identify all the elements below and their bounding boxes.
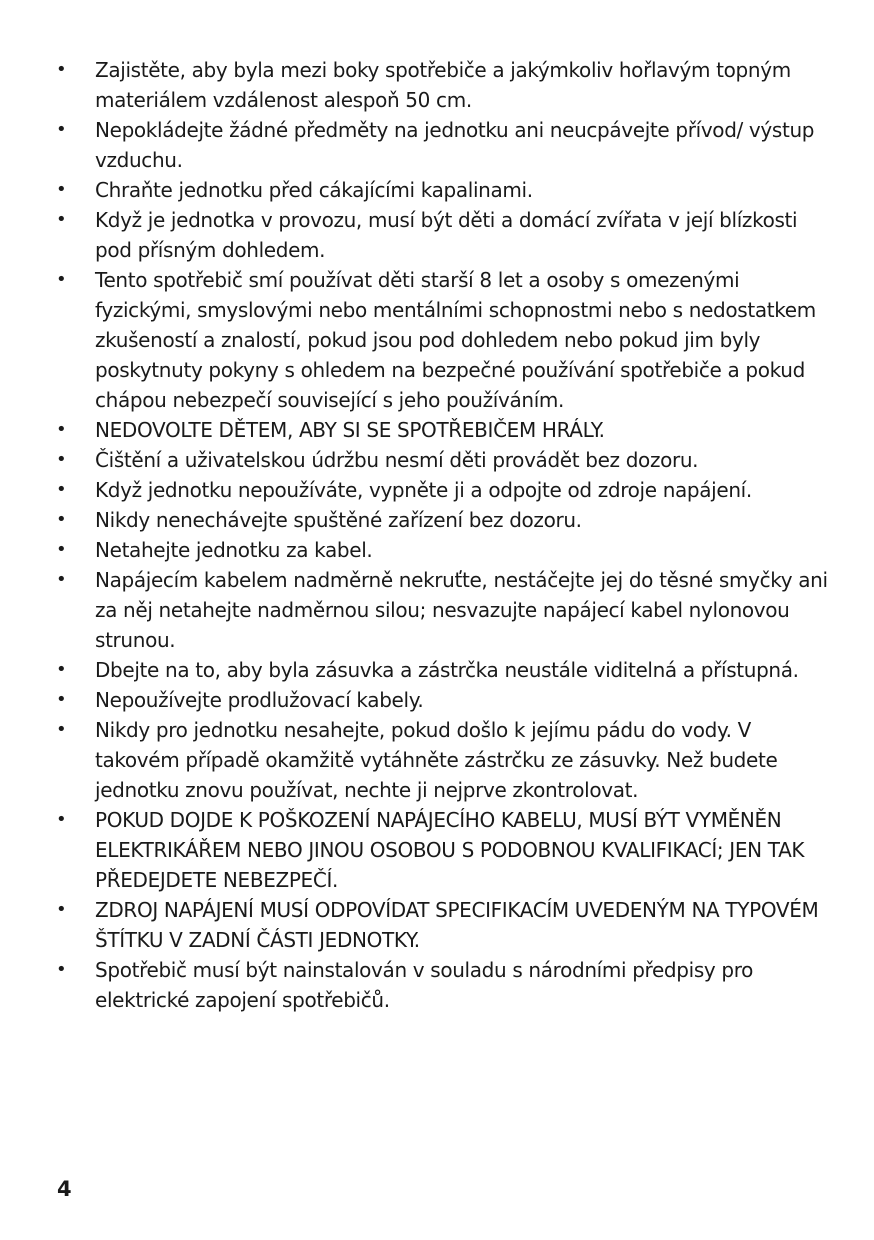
list-item-text: Zajistěte, aby byla mezi boky spotřebiče a jakýmkoliv hořlavým topným materiálem vzdálenost alespoň 50 cm. bbox=[95, 58, 791, 112]
list-item bbox=[56, 655, 836, 685]
list-item-text: Nikdy nenechávejte spuštěné zařízení bez dozoru. bbox=[95, 508, 582, 532]
list-item bbox=[56, 445, 836, 475]
bullet-icon: • bbox=[56, 59, 67, 80]
bullet-icon: • bbox=[56, 689, 67, 710]
list-item-text: Napájecím kabelem nadměrně nekruťte, nestáčejte jej do těsné smyčky ani za něj netahejte nadměrnou silou; nesvazujte napájecí kabel nylonovou strunou. bbox=[95, 568, 828, 652]
list-item-text: Když je jednotka v provozu, musí být děti a domácí zvířata v její blízkosti pod přísným dohledem. bbox=[95, 208, 798, 262]
list-item bbox=[56, 895, 836, 955]
list-item-text: Nepoužívejte prodlužovací kabely. bbox=[95, 688, 424, 712]
list-item-text: Nikdy pro jednotku nesahejte, pokud došlo k jejímu pádu do vody. V takovém případě okamžitě vytáhněte zástrčku ze zásuvky. Než budete jednotku znovu používat, nechte ji nejprve zkontrolovat. bbox=[95, 718, 778, 802]
list-item bbox=[56, 535, 836, 565]
bullet-icon: • bbox=[56, 719, 67, 740]
bullet-icon: • bbox=[56, 119, 67, 140]
list-item-text: ZDROJ NAPÁJENÍ MUSÍ ODPOVÍDAT SPECIFIKACÍM UVEDENÝM NA TYPOVÉM ŠTÍTKU V ZADNÍ ČÁSTI JEDNOTKY. bbox=[95, 898, 819, 952]
list-item-text: NEDOVOLTE DĚTEM, ABY SI SE SPOTŘEBIČEM HRÁLY. bbox=[95, 418, 605, 442]
bullet-icon: • bbox=[56, 899, 67, 920]
list-item-text: Chraňte jednotku před cákajícími kapalinami. bbox=[95, 178, 533, 202]
page-number: 4 bbox=[57, 1177, 72, 1201]
list-item bbox=[56, 115, 836, 175]
list-item bbox=[56, 715, 836, 805]
safety-instructions bbox=[56, 55, 836, 1015]
bullet-icon: • bbox=[56, 419, 67, 440]
bullet-icon: • bbox=[56, 809, 67, 830]
list-item bbox=[56, 175, 836, 205]
list-item-text: Když jednotku nepoužíváte, vypněte ji a odpojte od zdroje napájení. bbox=[95, 478, 752, 502]
bullet-icon: • bbox=[56, 449, 67, 470]
bullet-icon: • bbox=[56, 539, 67, 560]
list-item bbox=[56, 415, 836, 445]
bullet-icon: • bbox=[56, 269, 67, 290]
bullet-list bbox=[56, 55, 836, 1015]
list-item-text: Spotřebič musí být nainstalován v souladu s národními předpisy pro elektrické zapojení spotřebičů. bbox=[95, 958, 754, 1012]
bullet-icon: • bbox=[56, 569, 67, 590]
list-item bbox=[56, 505, 836, 535]
bullet-icon: • bbox=[56, 209, 67, 230]
list-item bbox=[56, 685, 836, 715]
list-item-text: POKUD DOJDE K POŠKOZENÍ NAPÁJECÍHO KABELU, MUSÍ BÝT VYMĚNĚN ELEKTRIKÁŘEM NEBO JINOU OSOBOU S PODOBNOU KVALIFIKACÍ; JEN TAK PŘEDEJDETE NEBEZPEČÍ. bbox=[95, 808, 805, 892]
list-item bbox=[56, 805, 836, 895]
list-item-text: Tento spotřebič smí používat děti starší 8 let a osoby s omezenými fyzickými, smyslovými nebo mentálními schopnostmi nebo s nedostatkem zkušeností a znalostí, pokud jsou pod dohledem nebo pokud jim byly poskytnuty pokyny s ohledem na bezpečné používání spotřebiče a pokud chápou nebezpečí související s jeho používáním. bbox=[95, 268, 816, 412]
list-item-text: Dbejte na to, aby byla zásuvka a zástrčka neustále viditelná a přístupná. bbox=[95, 658, 799, 682]
bullet-icon: • bbox=[56, 179, 67, 200]
bullet-icon: • bbox=[56, 509, 67, 530]
list-item-text: Nepokládejte žádné předměty na jednotku ani neucpávejte přívod/ výstup vzduchu. bbox=[95, 118, 815, 172]
list-item-text: Netahejte jednotku za kabel. bbox=[95, 538, 373, 562]
list-item bbox=[56, 565, 836, 655]
list-item bbox=[56, 205, 836, 265]
bullet-icon: • bbox=[56, 959, 67, 980]
list-item bbox=[56, 475, 836, 505]
list-item bbox=[56, 265, 836, 415]
list-item bbox=[56, 955, 836, 1015]
bullet-icon: • bbox=[56, 479, 67, 500]
list-item bbox=[56, 55, 836, 115]
list-item-text: Čištění a uživatelskou údržbu nesmí děti provádět bez dozoru. bbox=[95, 448, 699, 472]
bullet-icon: • bbox=[56, 659, 67, 680]
